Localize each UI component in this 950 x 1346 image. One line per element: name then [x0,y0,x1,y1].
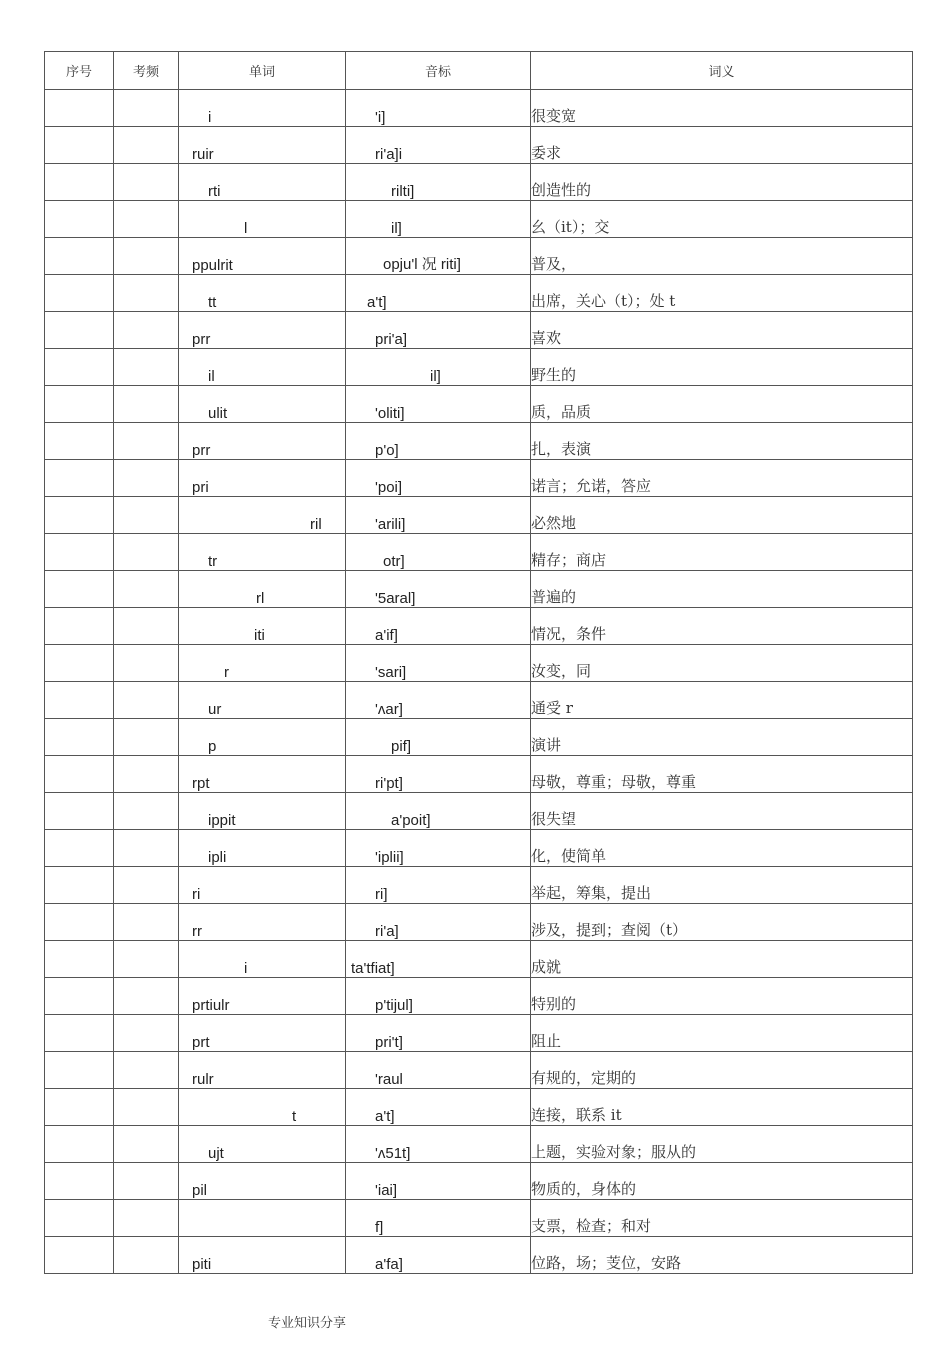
cell-word: ri [179,867,346,904]
cell-phonetic: a'if] [346,608,531,645]
cell-meaning: 涉及，提到；查阅（t） [531,904,913,941]
table-row [45,904,913,941]
cell-frequency [114,534,179,571]
cell-phonetic: 'arili] [346,497,531,534]
cell-index [45,756,114,793]
table-row [45,238,913,275]
cell-phonetic: a't] [346,275,531,312]
table-row [45,164,913,201]
cell-word: i [179,90,346,127]
cell-frequency [114,127,179,164]
cell-word: r [179,645,346,682]
table-row [45,1237,913,1274]
cell-meaning: 汝变，同 [531,645,913,682]
cell-phonetic: a'poit] [346,793,531,830]
cell-frequency [114,1200,179,1237]
table-row [45,201,913,238]
cell-meaning: 扎，表演 [531,423,913,460]
cell-meaning: 很变宽 [531,90,913,127]
cell-word: prt [179,1015,346,1052]
table-row [45,127,913,164]
cell-phonetic: ri'a] [346,904,531,941]
cell-meaning: 质，品质 [531,386,913,423]
header-meaning: 词义 [531,52,913,90]
table-row [45,941,913,978]
table-row [45,349,913,386]
cell-word: pri [179,460,346,497]
cell-index [45,497,114,534]
cell-phonetic: '5aral] [346,571,531,608]
cell-frequency [114,1015,179,1052]
cell-index [45,460,114,497]
cell-index [45,793,114,830]
cell-meaning: 幺（it）；交 [531,201,913,238]
cell-index [45,534,114,571]
cell-frequency [114,349,179,386]
cell-meaning: 位路，场；芰位，安路 [531,1237,913,1274]
cell-meaning: 野生的 [531,349,913,386]
table-row [45,756,913,793]
cell-frequency [114,682,179,719]
cell-meaning: 阻止 [531,1015,913,1052]
cell-word: iti [179,608,346,645]
header-frequency: 考频 [114,52,179,90]
cell-phonetic: a't] [346,1089,531,1126]
cell-word: ur [179,682,346,719]
cell-phonetic: ta'tfiat] [346,941,531,978]
header-word: 单词 [179,52,346,90]
cell-frequency [114,719,179,756]
table-row [45,312,913,349]
cell-phonetic: p'tijul] [346,978,531,1015]
cell-frequency [114,423,179,460]
cell-frequency [114,608,179,645]
cell-index [45,719,114,756]
cell-index [45,201,114,238]
cell-phonetic: 'iplii] [346,830,531,867]
cell-word: prtiulr [179,978,346,1015]
cell-meaning: 必然地 [531,497,913,534]
cell-frequency [114,1052,179,1089]
cell-index [45,127,114,164]
cell-word: prr [179,312,346,349]
cell-frequency [114,1089,179,1126]
cell-phonetic: otr] [346,534,531,571]
cell-frequency [114,386,179,423]
cell-phonetic: 'ʌ51t] [346,1126,531,1163]
cell-word: rl [179,571,346,608]
cell-index [45,1163,114,1200]
cell-phonetic: ri'a]i [346,127,531,164]
cell-index [45,1089,114,1126]
cell-word: ulit [179,386,346,423]
table-row [45,830,913,867]
cell-phonetic: pif] [346,719,531,756]
header-index: 序号 [45,52,114,90]
cell-index [45,978,114,1015]
cell-index [45,386,114,423]
table-row [45,867,913,904]
cell-frequency [114,830,179,867]
cell-word: ippit [179,793,346,830]
cell-word: rr [179,904,346,941]
cell-meaning: 母敬，尊重；母敬，尊重 [531,756,913,793]
cell-meaning: 化，使简单 [531,830,913,867]
cell-frequency [114,238,179,275]
footer-note: 专业知识分享 [268,1316,347,1331]
cell-meaning: 精存；商店 [531,534,913,571]
cell-word: ril [179,497,346,534]
cell-word: tt [179,275,346,312]
cell-word [179,1200,346,1237]
cell-index [45,312,114,349]
table-row [45,497,913,534]
table-row [45,386,913,423]
cell-phonetic: 'ʌar] [346,682,531,719]
cell-phonetic: 'poi] [346,460,531,497]
cell-index [45,682,114,719]
cell-phonetic: p'o] [346,423,531,460]
cell-frequency [114,793,179,830]
cell-frequency [114,941,179,978]
cell-phonetic: il] [346,349,531,386]
cell-index [45,1126,114,1163]
cell-phonetic: pri'a] [346,312,531,349]
table-row [45,460,913,497]
cell-index [45,571,114,608]
cell-phonetic: opju'l 况 riti] [346,238,531,275]
cell-frequency [114,90,179,127]
cell-phonetic: f] [346,1200,531,1237]
table-row [45,1126,913,1163]
cell-phonetic: ri'pt] [346,756,531,793]
cell-phonetic: 'sari] [346,645,531,682]
cell-word: p [179,719,346,756]
cell-meaning: 有规的，定期的 [531,1052,913,1089]
cell-meaning: 支票，检查；和对 [531,1200,913,1237]
cell-index [45,423,114,460]
table-row [45,1200,913,1237]
cell-meaning: 很失望 [531,793,913,830]
cell-word: i [179,941,346,978]
cell-word: rulr [179,1052,346,1089]
cell-phonetic: pri't] [346,1015,531,1052]
cell-word: ruir [179,127,346,164]
table-row [45,793,913,830]
header-row [45,52,913,90]
cell-word: pil [179,1163,346,1200]
cell-frequency [114,756,179,793]
table-row [45,1163,913,1200]
cell-phonetic: a'fa] [346,1237,531,1274]
cell-index [45,645,114,682]
cell-meaning: 诺言；允诺，答应 [531,460,913,497]
cell-phonetic: 'oliti] [346,386,531,423]
cell-phonetic: ri] [346,867,531,904]
cell-word: il [179,349,346,386]
cell-index [45,1015,114,1052]
cell-frequency [114,312,179,349]
table-row [45,534,913,571]
cell-index [45,608,114,645]
header-phonetic: 音标 [346,52,531,90]
cell-phonetic: 'iai] [346,1163,531,1200]
table-row [45,1015,913,1052]
cell-index [45,238,114,275]
table-row [45,1052,913,1089]
cell-meaning: 举起，筹集，提出 [531,867,913,904]
cell-meaning: 特别的 [531,978,913,1015]
cell-index [45,275,114,312]
cell-frequency [114,1237,179,1274]
cell-meaning: 连接，联系 it [531,1089,913,1126]
cell-frequency [114,867,179,904]
cell-word: ujt [179,1126,346,1163]
table-row [45,645,913,682]
cell-meaning: 通受 r [531,682,913,719]
table-row [45,608,913,645]
cell-meaning: 演讲 [531,719,913,756]
cell-meaning: 普遍的 [531,571,913,608]
cell-frequency [114,275,179,312]
cell-meaning: 委求 [531,127,913,164]
cell-word: piti [179,1237,346,1274]
cell-meaning: 创造性的 [531,164,913,201]
cell-index [45,867,114,904]
cell-index [45,1237,114,1274]
cell-frequency [114,1126,179,1163]
table-row [45,719,913,756]
cell-frequency [114,904,179,941]
cell-phonetic: rilti] [346,164,531,201]
cell-meaning: 情况，条件 [531,608,913,645]
cell-frequency [114,460,179,497]
cell-index [45,941,114,978]
cell-word: l [179,201,346,238]
cell-index [45,1052,114,1089]
cell-phonetic: 'i] [346,90,531,127]
cell-word: rti [179,164,346,201]
cell-meaning: 上题，实验对象；服从的 [531,1126,913,1163]
cell-frequency [114,571,179,608]
cell-meaning: 出席，关心（t）；处 t [531,275,913,312]
cell-word: t [179,1089,346,1126]
cell-word: ipli [179,830,346,867]
cell-meaning: 喜欢 [531,312,913,349]
cell-frequency [114,978,179,1015]
cell-index [45,90,114,127]
table-row [45,90,913,127]
table-row [45,275,913,312]
cell-word: tr [179,534,346,571]
table-row [45,1089,913,1126]
cell-frequency [114,645,179,682]
cell-phonetic: 'raul [346,1052,531,1089]
table-row [45,423,913,460]
cell-phonetic: il] [346,201,531,238]
cell-meaning: 成就 [531,941,913,978]
cell-word: prr [179,423,346,460]
cell-frequency [114,201,179,238]
table-row [45,571,913,608]
cell-index [45,830,114,867]
cell-meaning: 物质的，身体的 [531,1163,913,1200]
cell-meaning: 普及， [531,238,913,275]
cell-index [45,1200,114,1237]
cell-frequency [114,164,179,201]
table-row [45,978,913,1015]
cell-word: ppulrit [179,238,346,275]
cell-frequency [114,497,179,534]
cell-index [45,349,114,386]
cell-frequency [114,1163,179,1200]
cell-index [45,164,114,201]
table-row [45,682,913,719]
cell-index [45,904,114,941]
vocabulary-table [44,51,913,1274]
cell-word: rpt [179,756,346,793]
